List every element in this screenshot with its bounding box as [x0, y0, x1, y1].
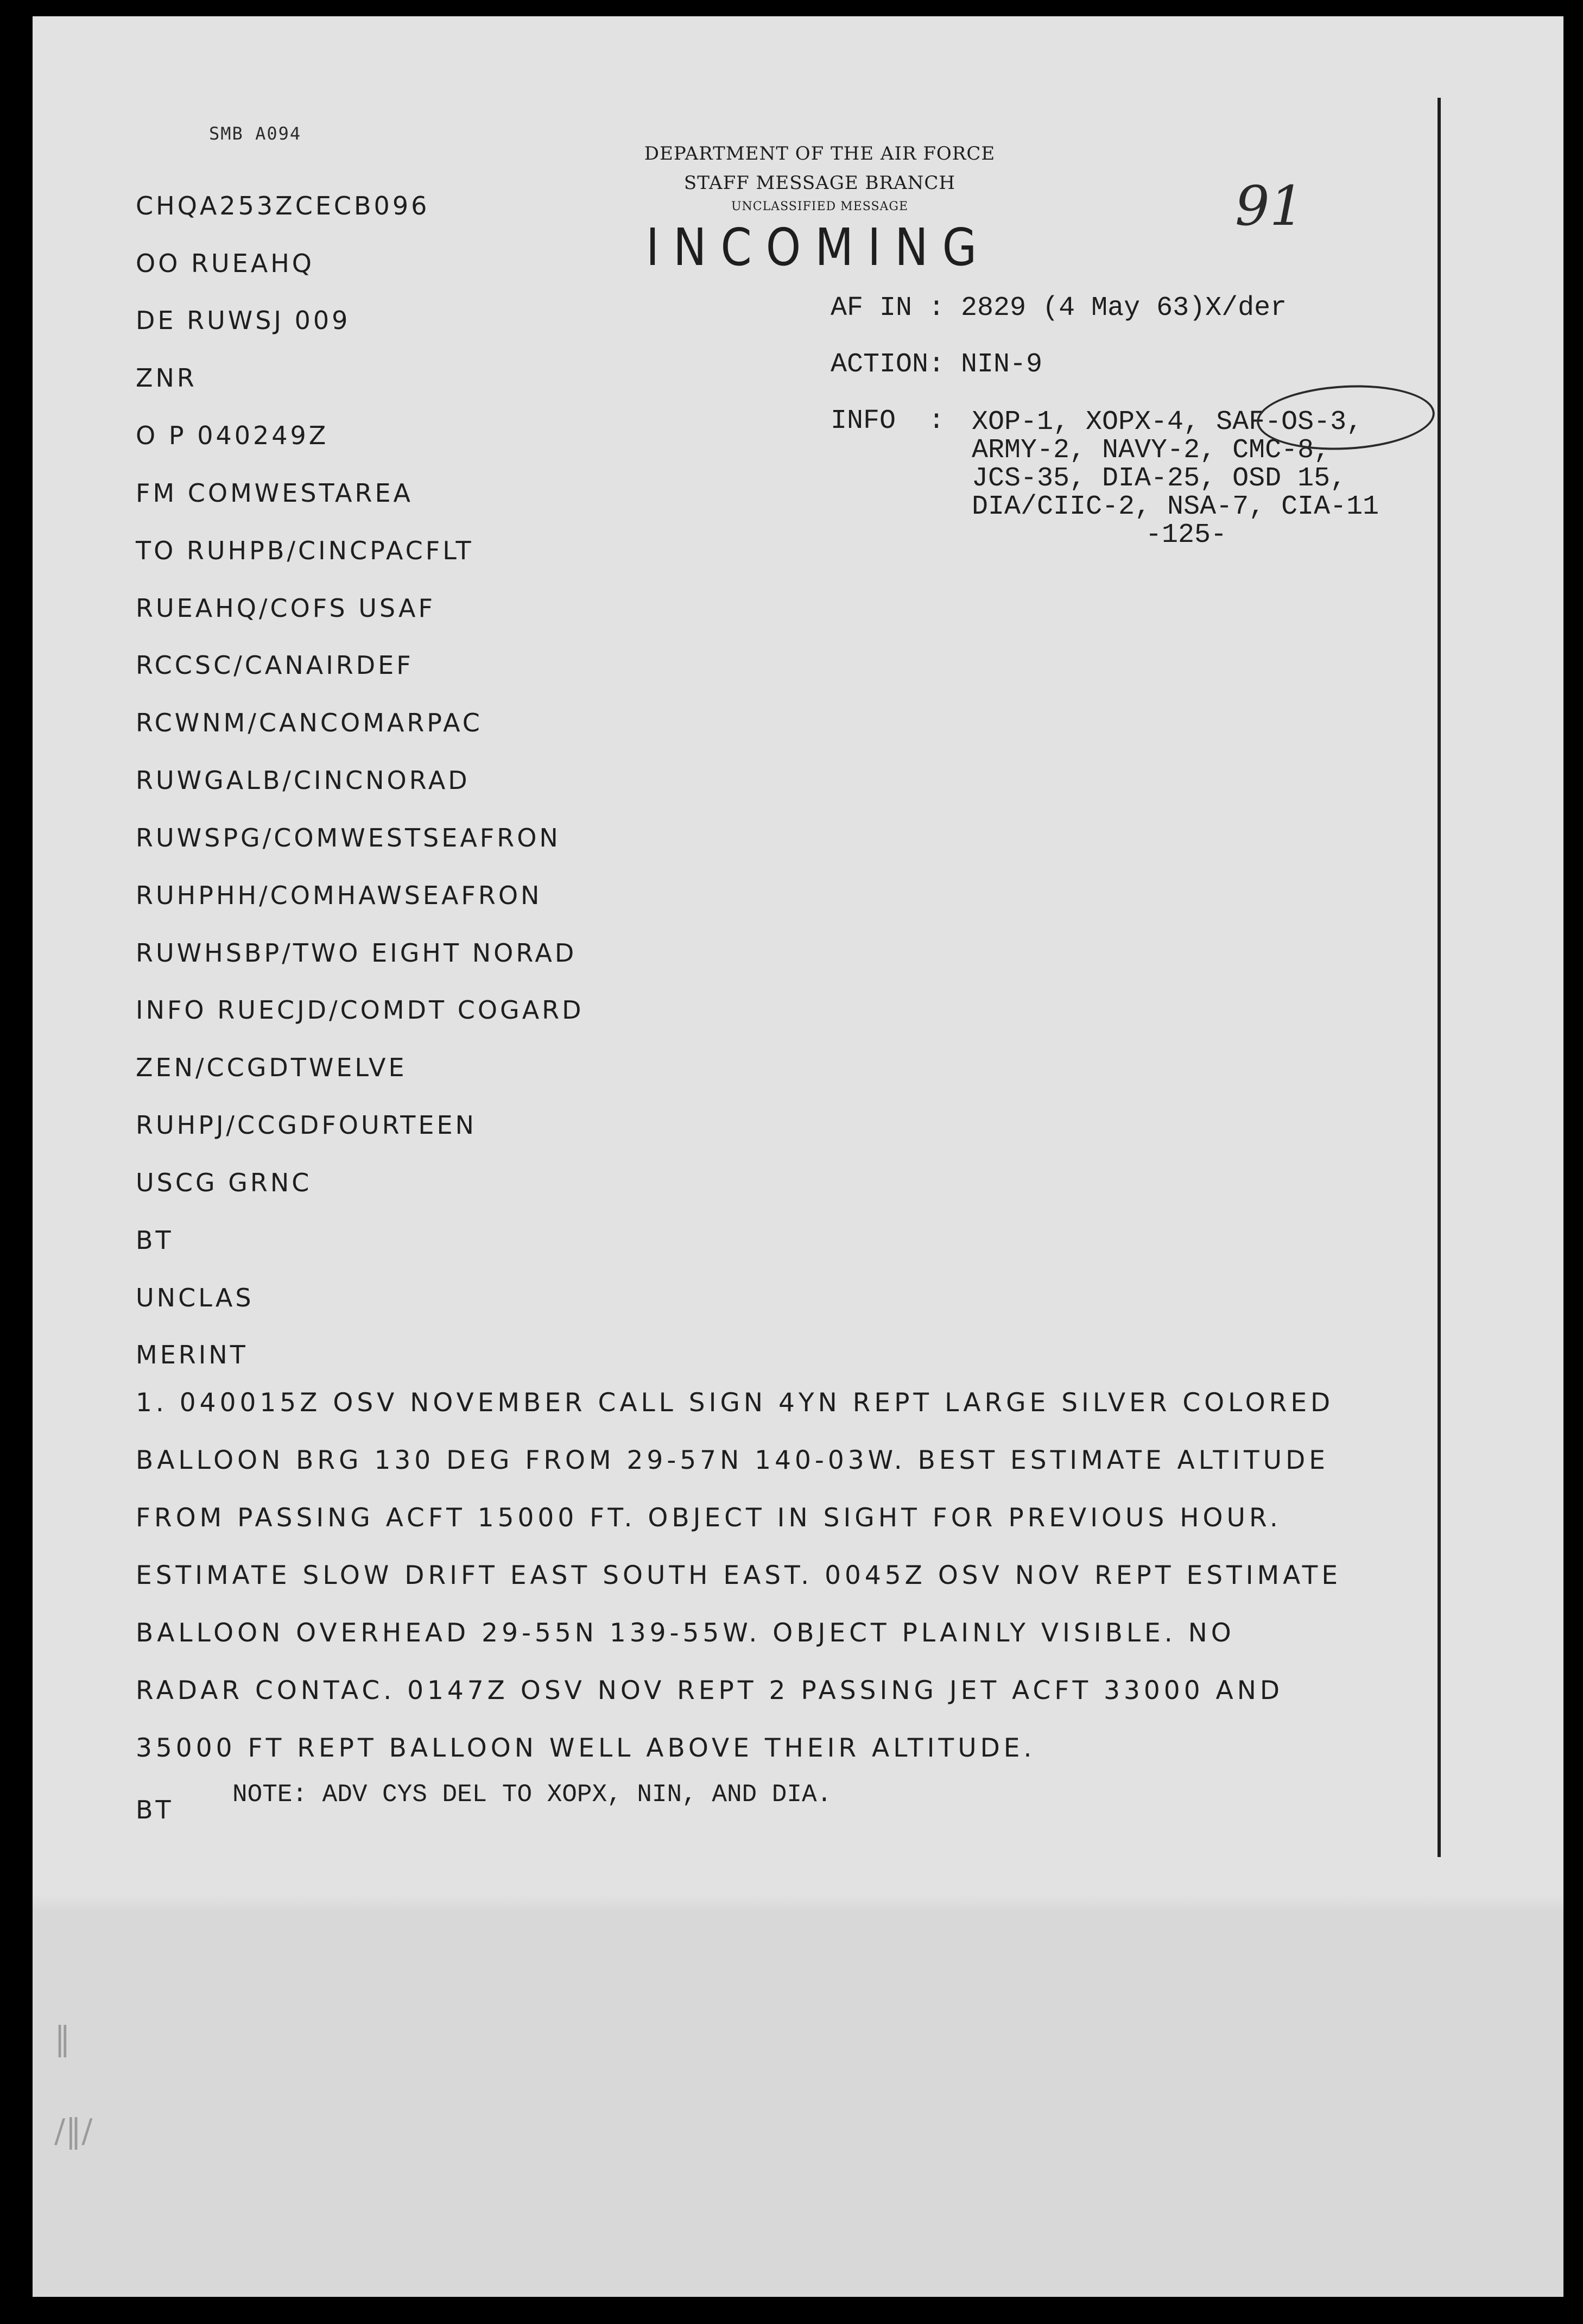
message-line: RADAR CONTAC. 0147Z OSV NOV REPT 2 PASSING JET ACFT 33000 AND — [136, 1676, 1284, 1706]
routing-line: FM COMWESTAREA — [136, 478, 414, 508]
routing-line: RUWHSBP/TWO EIGHT NORAD — [136, 938, 577, 968]
message-line: 35000 FT REPT BALLOON WELL ABOVE THEIR ALTITUDE. — [136, 1733, 1036, 1763]
classification-label: UNCLASSIFIED MESSAGE — [731, 200, 909, 213]
margin-smudge: ‖ — [54, 2020, 71, 2058]
routing-line: MERINT — [136, 1340, 248, 1369]
routing-line: INFO RUECJD/COMDT COGARD — [136, 995, 584, 1025]
routing-line: ZNR — [136, 363, 197, 393]
department-title: DEPARTMENT OF THE AIR FORCE — [644, 143, 996, 165]
info-line: DIA/CIIC-2, NSA-7, CIA-11 — [972, 491, 1379, 522]
message-page — [33, 16, 1563, 2297]
routing-line: BT — [136, 1226, 174, 1255]
af-in-line: AF IN : 2829 (4 May 63)X/der — [831, 293, 1287, 324]
routing-line: OO RUEAHQ — [136, 249, 314, 278]
routing-line: RUHPHH/COMHAWSEAFRON — [136, 881, 542, 910]
info-line: ARMY-2, NAVY-2, CMC-8, — [972, 435, 1331, 466]
routing-line: UNCLAS — [136, 1283, 254, 1312]
top-code: SMB A094 — [209, 123, 302, 144]
closing-bt: BT — [136, 1795, 174, 1824]
routing-line: RUWSPG/COMWESTSEAFRON — [136, 823, 561, 852]
handwritten-page-number: 91 — [1235, 174, 1305, 238]
lower-margin — [33, 1911, 1563, 2297]
margin-smudge: /‖/ — [54, 2112, 93, 2150]
action-line: ACTION: NIN-9 — [831, 349, 1043, 380]
info-total: -125- — [1145, 520, 1227, 551]
message-line: BALLOON BRG 130 DEG FROM 29-57N 140-03W. BEST ESTIMATE ALTITUDE — [136, 1445, 1329, 1475]
routing-line: RUEAHQ/COFS USAF — [136, 593, 435, 623]
info-label: INFO : — [831, 406, 945, 437]
routing-line: RUHPJ/CCGDFOURTEEN — [136, 1110, 477, 1140]
info-line: XOP-1, XOPX-4, SAF-OS-3, — [972, 407, 1363, 438]
routing-line: ZEN/CCGDTWELVE — [136, 1053, 407, 1082]
routing-line: RUWGALB/CINCNORAD — [136, 766, 470, 795]
incoming-stamp: INCOMING — [646, 218, 991, 278]
page-fold-shadow — [33, 1895, 1563, 1911]
message-line: FROM PASSING ACFT 15000 FT. OBJECT IN SIGHT FOR PREVIOUS HOUR. — [136, 1503, 1282, 1533]
routing-line: RCCSC/CANAIRDEF — [136, 651, 414, 680]
info-line: JCS-35, DIA-25, OSD 15, — [972, 463, 1347, 494]
message-line: BALLOON OVERHEAD 29-55N 139-55W. OBJECT PLAINLY VISIBLE. NO — [136, 1618, 1235, 1648]
distribution-note: NOTE: ADV CYS DEL TO XOPX, NIN, AND DIA. — [232, 1780, 832, 1809]
routing-line: USCG GRNC — [136, 1168, 312, 1197]
routing-line: O P 040249Z — [136, 421, 329, 450]
branch-title: STAFF MESSAGE BRANCH — [683, 172, 956, 194]
routing-line: TO RUHPB/CINCPACFLT — [136, 536, 474, 565]
routing-line: CHQA253ZCECB096 — [136, 191, 430, 220]
routing-line: DE RUWSJ 009 — [136, 306, 351, 335]
routing-line: RCWNM/CANCOMARPAC — [136, 708, 483, 737]
right-edge-line — [1438, 98, 1441, 1857]
message-line: 1. 040015Z OSV NOVEMBER CALL SIGN 4YN REPT LARGE SILVER COLORED — [136, 1388, 1334, 1418]
message-line: ESTIMATE SLOW DRIFT EAST SOUTH EAST. 0045Z OSV NOV REPT ESTIMATE — [136, 1561, 1342, 1590]
